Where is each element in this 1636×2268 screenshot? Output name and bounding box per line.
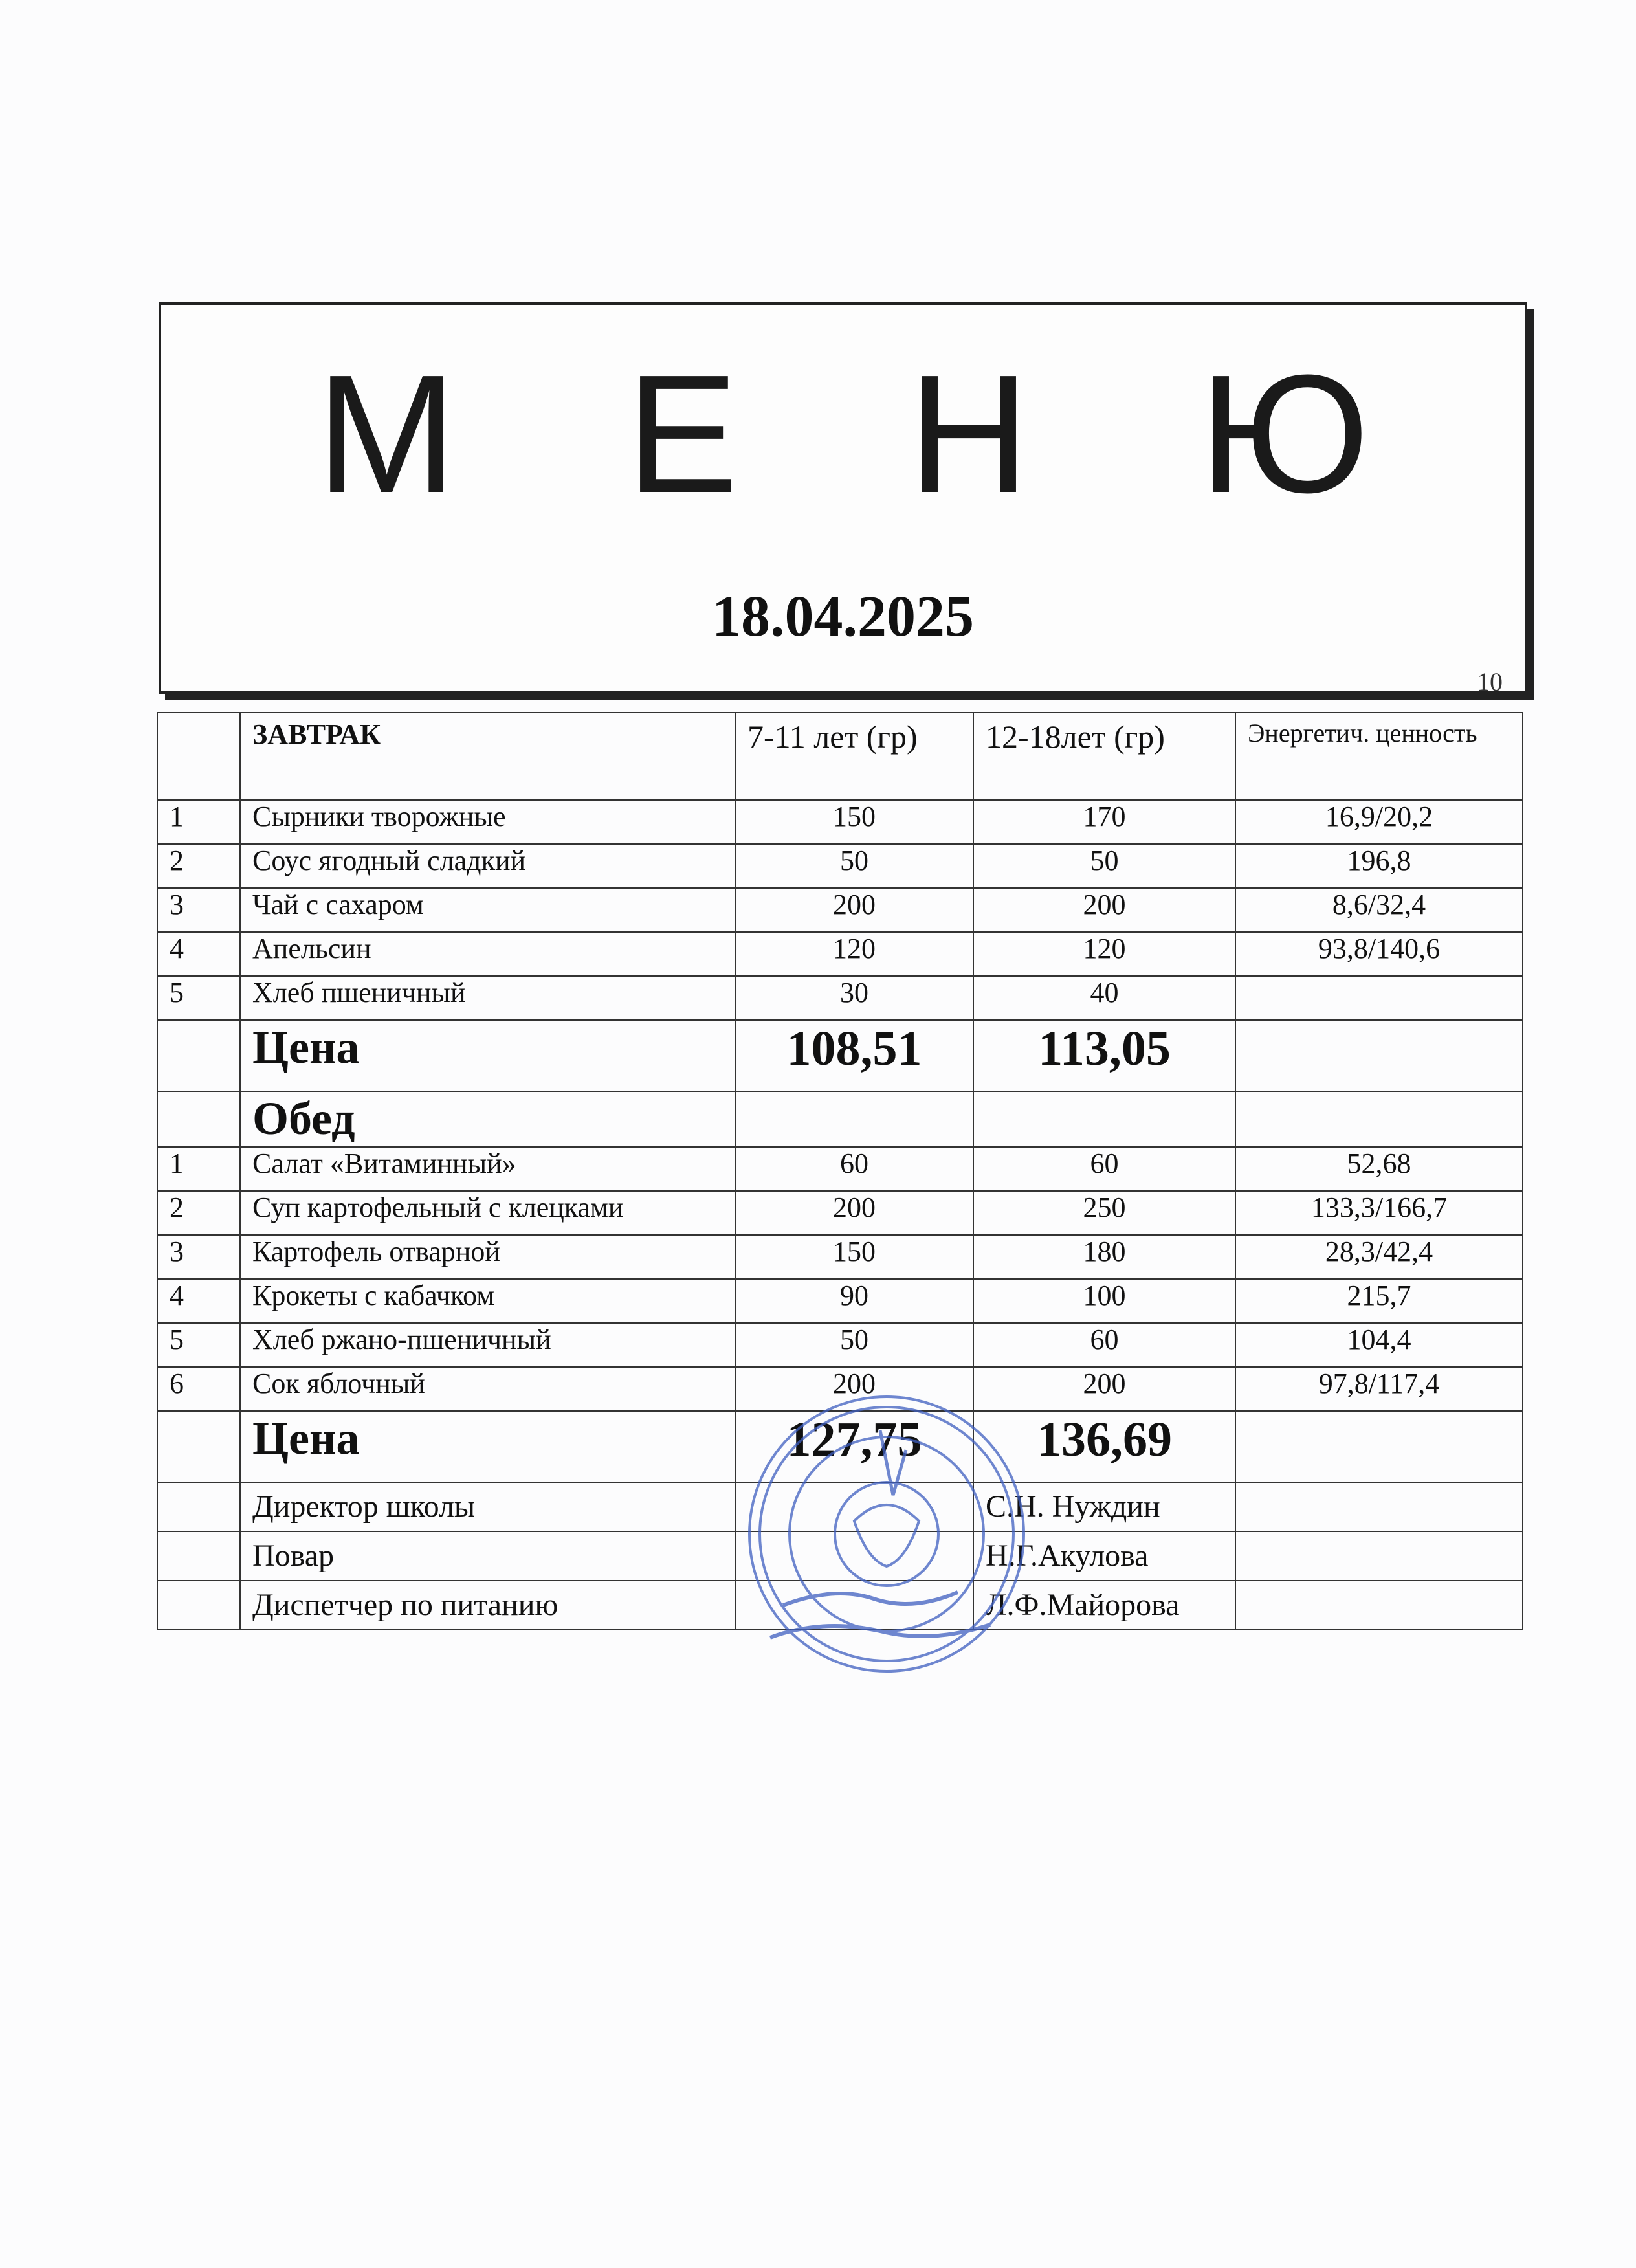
energy-value: 196,8 — [1235, 844, 1523, 888]
portion-12-18: 50 — [973, 844, 1235, 888]
energy-value: 93,8/140,6 — [1235, 932, 1523, 976]
portion-7-11: 50 — [735, 1323, 973, 1367]
portion-7-11: 120 — [735, 932, 973, 976]
portion-7-11: 200 — [735, 1367, 973, 1411]
row-number: 1 — [157, 800, 240, 844]
table-row — [157, 800, 1523, 844]
signature-name: Н.Г.Акулова — [973, 1531, 1235, 1581]
price-label: Цена — [240, 1411, 735, 1482]
price-label: Цена — [240, 1020, 735, 1091]
row-number: 2 — [157, 844, 240, 888]
energy-value: 133,3/166,7 — [1235, 1191, 1523, 1235]
portion-7-11: 90 — [735, 1279, 973, 1323]
portion-7-11: 200 — [735, 888, 973, 932]
page-number: 10 — [1477, 667, 1503, 696]
breakfast-price-row — [157, 1020, 1523, 1091]
table-row — [157, 1235, 1523, 1279]
row-number: 1 — [157, 1147, 240, 1191]
lunch-empty-cell — [1235, 1091, 1523, 1147]
sig-num-cell — [157, 1581, 240, 1630]
table-row — [157, 844, 1523, 888]
dish-name: Картофель отварной — [240, 1235, 735, 1279]
price-12-18: 113,05 — [973, 1020, 1235, 1091]
portion-12-18: 180 — [973, 1235, 1235, 1279]
table-row — [157, 932, 1523, 976]
lunch-empty-cell — [973, 1091, 1235, 1147]
lunch-title: Обед — [240, 1091, 735, 1147]
portion-12-18: 200 — [973, 888, 1235, 932]
header-breakfast: ЗАВТРАК — [240, 713, 735, 800]
energy-value: 104,4 — [1235, 1323, 1523, 1367]
table-row — [157, 888, 1523, 932]
row-number: 6 — [157, 1367, 240, 1411]
price-7-11: 108,51 — [735, 1020, 973, 1091]
row-number: 4 — [157, 932, 240, 976]
energy-value: 215,7 — [1235, 1279, 1523, 1323]
signature-role: Директор школы — [240, 1482, 735, 1531]
energy-value — [1235, 976, 1523, 1020]
portion-12-18: 40 — [973, 976, 1235, 1020]
portion-12-18: 100 — [973, 1279, 1235, 1323]
row-number: 5 — [157, 1323, 240, 1367]
dish-name: Суп картофельный с клецками — [240, 1191, 735, 1235]
dish-name: Хлеб пшеничный — [240, 976, 735, 1020]
table-header-row — [157, 713, 1523, 800]
energy-value: 8,6/32,4 — [1235, 888, 1523, 932]
lunch-num-cell — [157, 1091, 240, 1147]
row-number: 3 — [157, 1235, 240, 1279]
portion-7-11: 150 — [735, 1235, 973, 1279]
menu-date: 18.04.2025 — [712, 584, 974, 649]
dish-name: Хлеб ржано-пшеничный — [240, 1323, 735, 1367]
table-row — [157, 1147, 1523, 1191]
portion-7-11: 60 — [735, 1147, 973, 1191]
dish-name: Салат «Витаминный» — [240, 1147, 735, 1191]
energy-value: 28,3/42,4 — [1235, 1235, 1523, 1279]
portion-12-18: 200 — [973, 1367, 1235, 1411]
sig-empty-cell — [1235, 1581, 1523, 1630]
sig-empty-cell — [1235, 1482, 1523, 1531]
signature-name: С.Н. Нуждин — [973, 1482, 1235, 1531]
sig-num-cell — [157, 1531, 240, 1581]
dish-name: Сок яблочный — [240, 1367, 735, 1411]
dish-name: Сырники творожные — [240, 800, 735, 844]
row-number: 4 — [157, 1279, 240, 1323]
dish-name: Чай с сахаром — [240, 888, 735, 932]
signature-role: Диспетчер по питанию — [240, 1581, 735, 1630]
portion-7-11: 30 — [735, 976, 973, 1020]
signature-role: Повар — [240, 1531, 735, 1581]
row-number: 5 — [157, 976, 240, 1020]
portion-7-11: 150 — [735, 800, 973, 844]
row-number: 3 — [157, 888, 240, 932]
menu-title: М Е Н Ю — [316, 340, 1432, 528]
header-age-7-11: 7-11 лет (гр) — [735, 713, 973, 800]
price-num-cell — [157, 1020, 240, 1091]
price-energy-cell — [1235, 1020, 1523, 1091]
energy-value: 97,8/117,4 — [1235, 1367, 1523, 1411]
portion-12-18: 60 — [973, 1323, 1235, 1367]
dish-name: Апельсин — [240, 932, 735, 976]
portion-7-11: 200 — [735, 1191, 973, 1235]
price-num-cell — [157, 1411, 240, 1482]
header-num-cell — [157, 713, 240, 800]
table-row — [157, 1279, 1523, 1323]
dish-name: Соус ягодный сладкий — [240, 844, 735, 888]
energy-value: 52,68 — [1235, 1147, 1523, 1191]
portion-12-18: 250 — [973, 1191, 1235, 1235]
price-12-18: 136,69 — [973, 1411, 1235, 1482]
official-stamp-icon — [744, 1392, 1029, 1676]
energy-value: 16,9/20,2 — [1235, 800, 1523, 844]
row-number: 2 — [157, 1191, 240, 1235]
header-age-12-18: 12-18лет (гр) — [973, 713, 1235, 800]
signature-name: Л.Ф.Майорова — [973, 1581, 1235, 1630]
table-row — [157, 1191, 1523, 1235]
lunch-empty-cell — [735, 1091, 973, 1147]
table-row — [157, 976, 1523, 1020]
lunch-header-row — [157, 1091, 1523, 1147]
menu-title-box — [159, 302, 1527, 694]
dish-name: Крокеты с кабачком — [240, 1279, 735, 1323]
price-energy-cell — [1235, 1411, 1523, 1482]
portion-12-18: 120 — [973, 932, 1235, 976]
portion-12-18: 60 — [973, 1147, 1235, 1191]
portion-7-11: 50 — [735, 844, 973, 888]
price-7-11: 127,75 — [735, 1411, 973, 1482]
sig-empty-cell — [1235, 1531, 1523, 1581]
table-row — [157, 1323, 1523, 1367]
header-energy: Энергетич. ценность — [1235, 713, 1523, 800]
sig-num-cell — [157, 1482, 240, 1531]
portion-12-18: 170 — [973, 800, 1235, 844]
